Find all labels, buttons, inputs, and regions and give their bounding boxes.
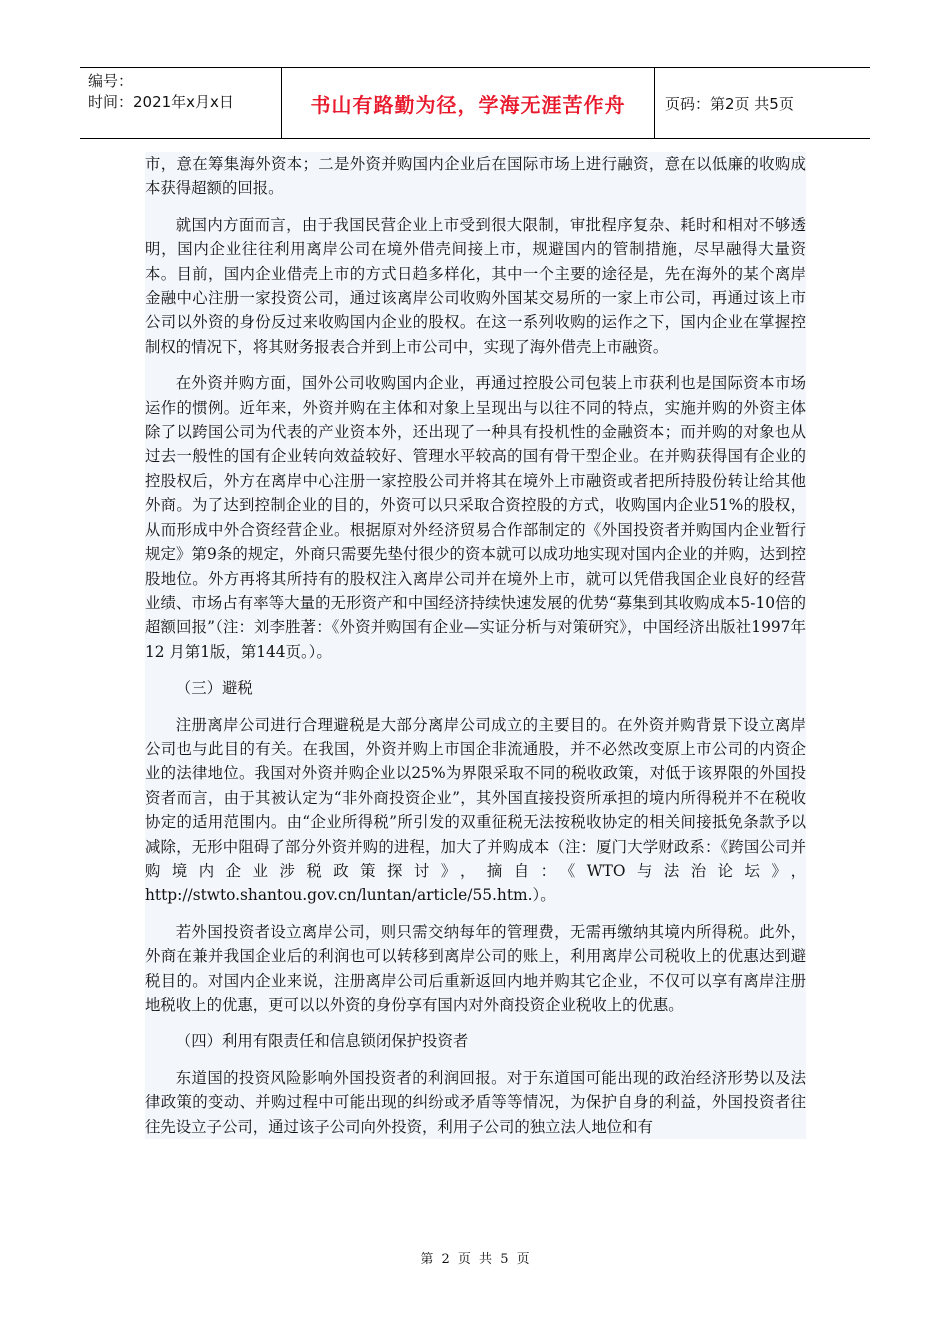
paragraph-offshore-tax: 若外国投资者设立离岸公司，则只需交纳每年的管理费，无需再缴纳其境内所得税。此外，外商在兼并我国企业后的利润也可以转移到离岸公司的账上，利用离岸公司税收上的优惠达到避税目的。对国内企业来说，注册离岸公司后重新返回内地并购其它企业，不仅可以享有离岸注册地税收上的优惠，更可以以外资的身份享有国内对外商投资企业税收上的优惠。 [145,922,806,1014]
page-footer: 第 2 页 共 5 页 [420,1252,530,1267]
paragraph-continuation: 市，意在筹集海外资本；二是外资并购国内企业后在国际市场上进行融资，意在以低廉的收购成本获得超额的回报。 [145,155,806,198]
page-header [80,67,870,139]
header-motto: 书山有路勤为径，学海无涯苦作舟 [310,92,626,117]
paragraph-domestic: 就国内方面而言，由于我国民营企业上市受到很大限制，审批程序复杂、耗时和相对不够透明，国内企业往往利用离岸公司在境外借壳间接上市，规避国内的管制措施，尽早融得大量资本。目前，国内企业借壳上市的方式日趋多样化，其中一个主要的途径是，先在海外的某个离岸金融中心注册一家投资公司，通过该离岸公司收购外国某交易所的一家上市公司，再通过该上市公司以外资的身份反过来收购国内企业的股权。在这一系列收购的运作之下，国内企业在掌握控制权的情况下，将其财务报表合并到上市公司中，实现了海外借壳上市融资。 [145,215,806,356]
paragraph-tax-avoidance: 注册离岸公司进行合理避税是大部分离岸公司成立的主要目的。在外资并购背景下设立离岸公司也与此目的有关。在我国，外资并购上市国企非流通股，并不必然改变原上市公司的内资企业的法律地位。我国对外资并购企业以25%为界限采取不同的税收政策，对低于该界限的外国投资者而言，由于其被认定为“非外商投资企业”，其外国直接投资所承担的境内所得税并不在税收协定的适用范围内。由“企业所得税”所引发的双重征税无法按税收协定的相关间接抵免条款予以减除，无形中阻碍了部分外资并购的进程，加大了并购成本（注：厦门大学财政系：《跨国公司并购境内企业涉税政策探讨》，摘自：《WTO与法治论坛》，http://stwto.shantou.gov.cn/luntan/article/55.htm.）。 [145,715,806,905]
paragraph-foreign-mna: 在外资并购方面，国外公司收购国内企业，再通过控股公司包装上市获利也是国际资本市场运作的惯例。近年来，外资并购在主体和对象上呈现出与以往不同的特点，实施并购的外资主体除了以跨国公司为代表的产业资本外，还出现了一种具有投机性的金融资本；而并购的对象也从过去一般性的国有企业转向效益较好、管理水平较高的国有骨干型企业。在并购获得国有企业的控股权后，外方在离岸中心注册一家控股公司并将其在境外上市融资或者把所持股份转让给其他外商。为了达到控制企业的目的，外资可以只采取合资控股的方式，收购国内企业51%的股权，从而形成中外合资经营企业。根据原对外经济贸易合作部制定的《外国投资者并购国内企业暂行规定》第9条的规定，外商只需要先垫付很少的资本就可以成功地实现对国内企业的并购，达到控股地位。外方再将其所持有的股权注入离岸公司并在境外上市，就可以凭借我国企业良好的经营业绩、市场占有率等大量的无形资产和中国经济持续快速发展的优势“募集到其收购成本5-10倍的超额回报”（注：刘李胜著：《外资并购国有企业—实证分析与对策研究》，中国经济出版社1997年12 月第1版，第144页。）。 [145,374,806,661]
header-page-number: 页码：第2页 共5页 [665,94,794,113]
header-motto-cell [282,68,655,138]
section-heading-limited-liability: （四）利用有限责任和信息锁闭保护投资者 [175,1032,469,1051]
document-time-label: 时间：2021年x月x日 [88,93,234,111]
section-heading-tax-avoidance: （三）避税 [175,679,253,698]
paragraph-host-country-risk: 东道国的投资风险影响外国投资者的利润回报。对于东道国可能出现的政治经济形势以及法律政策的变动、并购过程中可能出现的纠纷或矛盾等等情况，为保护自身的利益，外国投资者往往先设立子公司，通过该子公司向外投资，利用子公司的独立法人地位和有 [145,1068,806,1136]
document-body [145,152,806,1139]
header-page-cell [655,68,870,138]
document-number-label: 编号： [88,72,134,90]
header-meta [80,68,282,138]
